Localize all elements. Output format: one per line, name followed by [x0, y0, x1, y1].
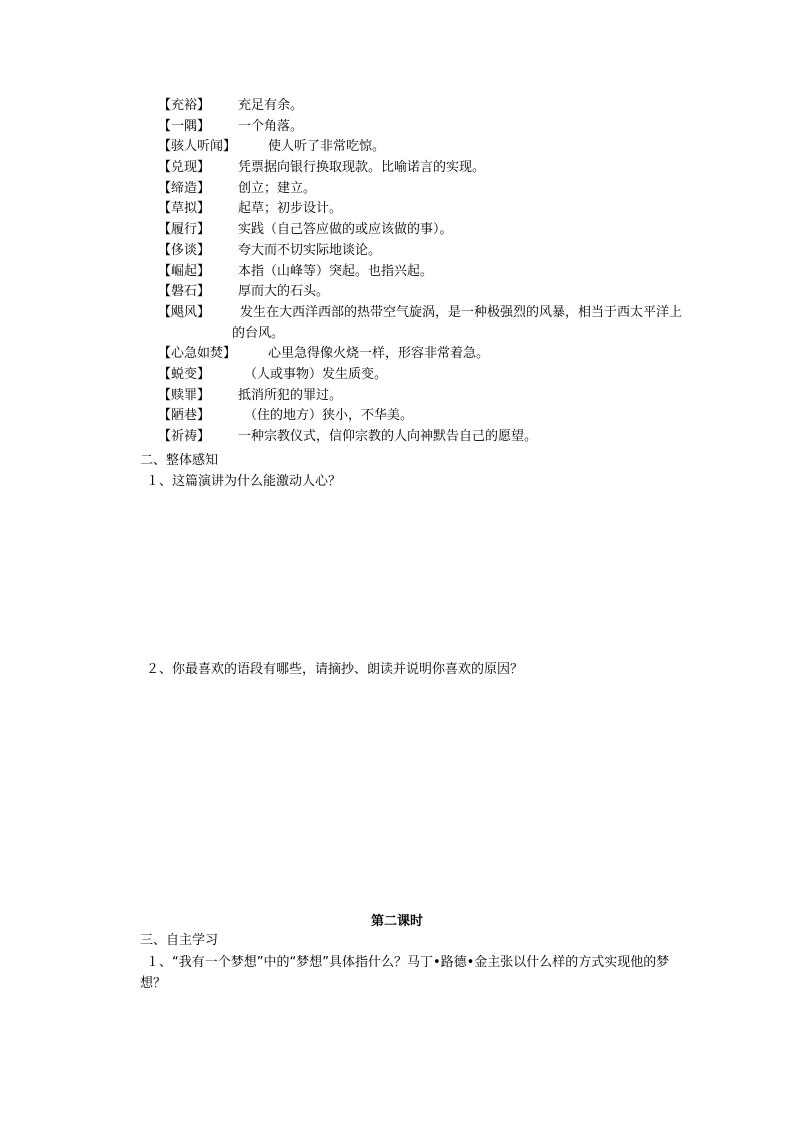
vocab-term: 【蜕变】	[158, 366, 211, 382]
vocab-item	[158, 303, 698, 344]
vocab-term: 【心急如焚】	[158, 346, 237, 362]
vocab-term: 【一隅】	[158, 118, 211, 134]
vocab-item	[158, 427, 698, 448]
vocab-term: 【崛起】	[158, 263, 211, 279]
vocab-term: 【履行】	[158, 222, 211, 238]
vocab-definition: 使人听了非常吃惊。	[268, 139, 386, 155]
vocab-item	[158, 262, 698, 283]
vocab-item	[158, 365, 698, 386]
vocabulary-list	[158, 96, 698, 448]
vocab-item	[158, 199, 698, 220]
vocab-definition: 心里急得像火烧一样，形容非常着急。	[268, 346, 490, 362]
vocab-definition: 本指（山峰等）突起。也指兴起。	[238, 263, 434, 279]
vocab-term: 【祈祷】	[158, 429, 211, 445]
vocab-item	[158, 406, 698, 427]
vocab-definition: 实践（自己答应做的或应该做的事）。	[238, 222, 453, 238]
question-self-study: １、“我有一个梦想”中的“梦想”具体指什么？马丁•路德•金主张以什么样的方式实现他的梦想？	[140, 955, 670, 991]
lesson-title: 第二课时	[370, 914, 423, 929]
vocab-item	[158, 137, 698, 158]
vocab-definition: 凭票据向银行换取现款。比喻诺言的实现。	[238, 160, 486, 176]
vocab-item	[158, 158, 698, 179]
vocab-term: 【充裕】	[158, 98, 211, 113]
vocab-item	[158, 344, 698, 365]
vocab-definition: 发生在大西洋西部的热带空气旋涡，是一种极强烈的风暴，相当于西太平洋上的台风。	[232, 304, 683, 341]
vocab-term: 【骇人听闻】	[158, 139, 237, 155]
vocab-item	[158, 241, 698, 262]
vocab-item	[158, 282, 698, 303]
vocab-definition: 夸大而不切实际地谈论。	[238, 242, 382, 258]
vocab-term: 【赎罪】	[158, 387, 211, 403]
vocab-term: 【缔造】	[158, 180, 211, 196]
vocab-item	[158, 386, 698, 407]
vocab-term: 【兑现】	[158, 160, 211, 176]
vocab-definition: （住的地方）狭小，不华美。	[244, 408, 414, 424]
question-1: １、这篇演讲为什么能激动人心？	[146, 474, 342, 489]
vocab-definition: （人或事物）发生质变。	[244, 366, 388, 382]
vocab-term: 【侈谈】	[158, 242, 211, 258]
vocab-term: 【飓风】	[158, 304, 211, 320]
vocab-term: 【磐石】	[158, 284, 211, 300]
vocab-definition: 厚而大的石头。	[238, 284, 330, 300]
vocab-definition: 一个角落。	[238, 118, 304, 134]
vocab-definition: 一种宗教仪式，信仰宗教的人向神默告自己的愿望。	[238, 429, 538, 445]
vocab-item	[158, 117, 698, 138]
vocab-term: 【陋巷】	[158, 408, 211, 424]
vocab-item	[158, 96, 698, 117]
vocab-term: 【草拟】	[158, 201, 211, 217]
vocab-definition: 起草；初步设计。	[238, 201, 343, 217]
vocab-item	[158, 220, 698, 241]
section-heading: 三、自主学习	[140, 933, 219, 948]
vocab-definition: 创立；建立。	[238, 180, 317, 196]
vocab-definition: 充足有余。	[238, 98, 304, 113]
vocab-item	[158, 179, 698, 200]
section-heading: 二、整体感知	[140, 453, 219, 468]
vocab-definition: 抵消所犯的罪过。	[238, 387, 343, 403]
question-2: ２、你最喜欢的语段有哪些，请摘抄、朗读并说明你喜欢的原因？	[146, 662, 524, 677]
